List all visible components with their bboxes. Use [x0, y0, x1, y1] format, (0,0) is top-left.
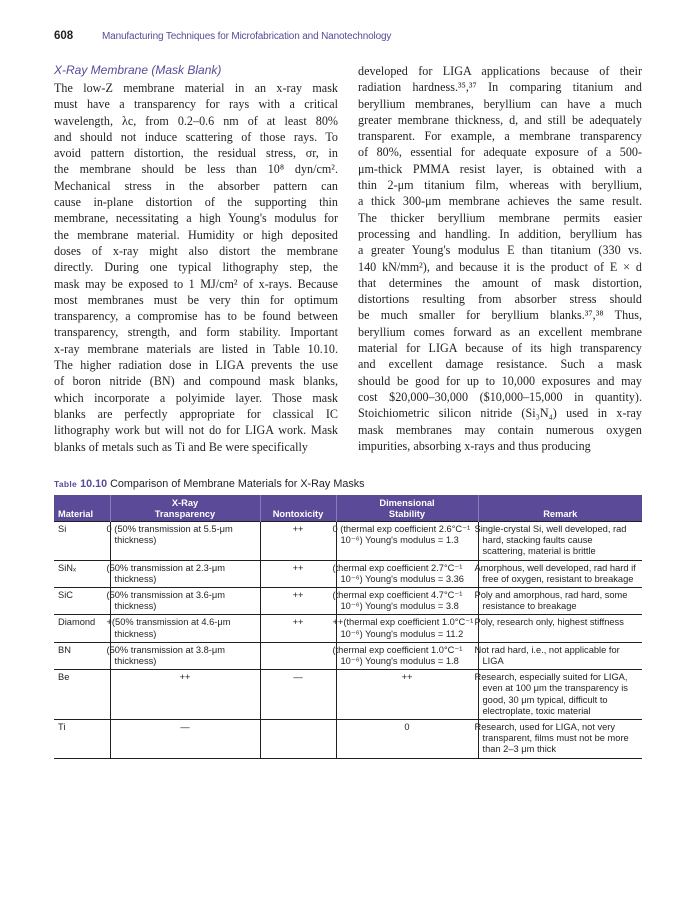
- cell-dimensional-stability: 0: [336, 720, 478, 759]
- text-line: beryllium membranes, beryllium can have a much: [358, 96, 642, 111]
- text-line: The higher radiation dose in LIGA prevents the use: [54, 358, 338, 373]
- text-line: must have a transparency for rays with a critical: [54, 97, 338, 112]
- cell-nontoxicity: ++: [260, 588, 336, 615]
- table-header-row: [54, 495, 642, 522]
- text-line: mask membranes may contain numerous oxygen: [358, 422, 642, 437]
- text-line: a thick 300-μm membrane achieves the same result.: [358, 194, 642, 209]
- text-line: impurities, absorbing x-rays and thus producing: [358, 438, 591, 453]
- text-line: The thicker beryllium membrane permits easier: [358, 210, 642, 225]
- running-title: Manufacturing Techniques for Microfabrication and Nanotechnology: [102, 31, 392, 42]
- text-line: should be good for up to 10,000 exposures and may: [358, 373, 642, 388]
- text-line: mask may be exposed to 1 MJ/cm² of x-rays. Because: [54, 276, 338, 291]
- table-row: [54, 522, 642, 561]
- cell-remark: Poly and amorphous, rad hard, some resistance to breakage: [478, 588, 642, 615]
- page-header: [54, 30, 641, 46]
- page-number: 608: [54, 30, 74, 42]
- cell-nontoxicity: —: [260, 670, 336, 720]
- table-row: [54, 588, 642, 615]
- header-remark: Remark: [478, 495, 642, 522]
- cell-nontoxicity: ++: [260, 560, 336, 587]
- text-line: Mechanical stress in the absorber pattern can: [54, 178, 338, 193]
- text-line: blanks are perfectly appropriate for classical IC: [54, 406, 338, 421]
- text-line: and should not induce scattering of those rays. To: [54, 129, 338, 144]
- cell-nontoxicity: ++: [260, 522, 336, 561]
- cell-dimensional-stability: (thermal exp coefficient 2.7°C⁻¹ 10⁻⁶) Young's modulus = 3.36: [336, 560, 478, 587]
- cell-remark: Amorphous, well developed, rad hard if free of oxygen, resistant to breakage: [478, 560, 642, 587]
- cell-material: BN: [54, 642, 110, 669]
- text-line: x-ray membrane materials are listed in Table 10.10.: [54, 341, 338, 356]
- text-line: μm-thick PMMA resist layer, is obtained with a: [358, 161, 642, 176]
- cell-xray-transparency: (50% transmission at 3.6-μm thickness): [110, 588, 260, 615]
- cell-material: SiC: [54, 588, 110, 615]
- cell-material: Diamond: [54, 615, 110, 642]
- cell-dimensional-stability: (thermal exp coefficient 4.7°C⁻¹ 10⁻⁶) Young's modulus = 3.8: [336, 588, 478, 615]
- text-line: which incorporate a polyimide layer. Those mask: [54, 390, 338, 405]
- cell-xray-transparency: +(50% transmission at 4.6-μm thickness): [110, 615, 260, 642]
- cell-dimensional-stability: ++: [336, 670, 478, 720]
- cell-remark: Not rad hard, i.e., not applicable for LIGA: [478, 642, 642, 669]
- text-line: doses of x-ray might also distort the membrane: [54, 243, 338, 258]
- cell-remark: Research, especially suited for LIGA, even at 100 μm the transparency is good, 30 μm typical, difficult to electroplate, toxic material: [478, 670, 642, 720]
- text-line: membrane, necessitating a high Young's modulus for: [54, 211, 338, 226]
- text-line: of 80%, essential for adequate exposure of a 500-: [358, 145, 642, 160]
- text-line: cause in-plane distortion of the supporting thin: [54, 195, 338, 210]
- text-line: cost $20,000–30,000 ($10,000–15,000 in quantity).: [358, 389, 642, 404]
- table-row: [54, 615, 642, 642]
- text-line: beryllium comes forward as an excellent membrane: [358, 324, 642, 339]
- table-row: [54, 642, 642, 669]
- table-label: Table 10.10: [54, 478, 108, 490]
- text-line: blanks of metals such as Ti and Be were specifically: [54, 439, 308, 454]
- text-line: transparent. For example, a membrane transparency: [358, 129, 642, 144]
- header-material: Material: [54, 495, 110, 522]
- membrane-comparison-table: [54, 495, 642, 759]
- cell-remark: Poly, research only, highest stiffness: [478, 615, 642, 642]
- text-line: that determines the amount of mask distortion,: [358, 275, 642, 290]
- cell-dimensional-stability: 0 (thermal exp coefficient 2.6°C⁻¹ 10⁻⁶) Young's modulus = 1.3: [336, 522, 478, 561]
- cell-dimensional-stability: ++(thermal exp coefficient 1.0°C⁻¹ 10⁻⁶) Young's modulus = 11.2: [336, 615, 478, 642]
- cell-remark: Research, used for LIGA, not very transparent, films must not be more than 2–3 μm thick: [478, 720, 642, 759]
- text-line: developed for LIGA applications because of their: [358, 64, 642, 78]
- table-row: [54, 670, 642, 720]
- right-column: [358, 63, 642, 454]
- text-line: directly. During one typical lithography step, the: [54, 260, 338, 275]
- section-heading: X-Ray Membrane (Mask Blank): [54, 63, 222, 77]
- text-line: radiation hardness.³⁵,³⁷ In comparing titanium and: [358, 80, 642, 95]
- text-line: thin 2-μm titanium film, whereas with beryllium,: [358, 178, 642, 193]
- text-line: distortions resulting from absorber stress should: [358, 292, 642, 307]
- cell-xray-transparency: —: [110, 720, 260, 759]
- text-line: The low-Z membrane material in an x-ray mask: [54, 81, 338, 95]
- text-line: transparency, strength, and form stability. Important: [54, 325, 338, 340]
- text-line: lithography work but will not do for LIGA work. Mask: [54, 423, 338, 438]
- cell-nontoxicity: [260, 642, 336, 669]
- text-line: greater membrane thickness, d, and still be adequately: [358, 112, 642, 127]
- left-column: [54, 63, 338, 455]
- cell-material: Si: [54, 522, 110, 561]
- text-line: 140 kN/mm²), and because it is the product of E × d: [358, 259, 642, 274]
- cell-xray-transparency: ++: [110, 670, 260, 720]
- text-line: most membranes must be very thin for optimum: [54, 292, 338, 307]
- header-xray-transparency: X-Ray Transparency: [110, 495, 260, 522]
- header-dimensional-stability: Dimensional Stability: [336, 495, 478, 522]
- table-row: [54, 720, 642, 759]
- text-line: Stoichiometric silicon nitride (Si₃N₄) used in x-ray: [358, 406, 642, 421]
- cell-dimensional-stability: (thermal exp coefficient 1.0°C⁻¹ 10⁻⁶) Young's modulus = 1.8: [336, 642, 478, 669]
- text-line: wavelength, λc, from 0.2–0.6 nm of at least 80%: [54, 113, 338, 128]
- text-line: a greater Young's modulus E than titanium (330 vs.: [358, 243, 642, 258]
- cell-nontoxicity: ++: [260, 615, 336, 642]
- cell-material: Be: [54, 670, 110, 720]
- table-row: [54, 560, 642, 587]
- cell-xray-transparency: (50% transmission at 2.3-μm thickness): [110, 560, 260, 587]
- cell-material: Ti: [54, 720, 110, 759]
- cell-xray-transparency: (50% transmission at 3.8-μm thickness): [110, 642, 260, 669]
- cell-xray-transparency: 0 (50% transmission at 5.5-μm thickness): [110, 522, 260, 561]
- text-line: avoid pattern distortion, the residual stress, σr, in: [54, 146, 338, 161]
- text-line: the membrane should be less than 10⁸ dyn/cm².: [54, 162, 338, 177]
- text-line: material for LIGA because of its high transparency: [358, 341, 642, 356]
- text-line: the membrane material. Humidity or high deposited: [54, 227, 338, 242]
- text-line: processing and handling. In addition, beryllium has: [358, 226, 642, 241]
- text-line: of boron nitride (BN) and compound mask blanks,: [54, 374, 338, 389]
- cell-nontoxicity: [260, 720, 336, 759]
- table-caption: [54, 478, 365, 490]
- cell-remark: Single-crystal Si, well developed, rad hard, stacking faults cause scattering, material is brittle: [478, 522, 642, 561]
- header-nontoxicity: Nontoxicity: [260, 495, 336, 522]
- cell-material: SiNₓ: [54, 560, 110, 587]
- text-line: transparency, a compromise has to be found between: [54, 309, 338, 324]
- table-title: Comparison of Membrane Materials for X-Ray Masks: [110, 478, 365, 490]
- text-line: and excellent damage resistance. Such a mask: [358, 357, 642, 372]
- text-line: be much smaller for beryllium blanks.³⁷,³⁸ Thus,: [358, 308, 642, 323]
